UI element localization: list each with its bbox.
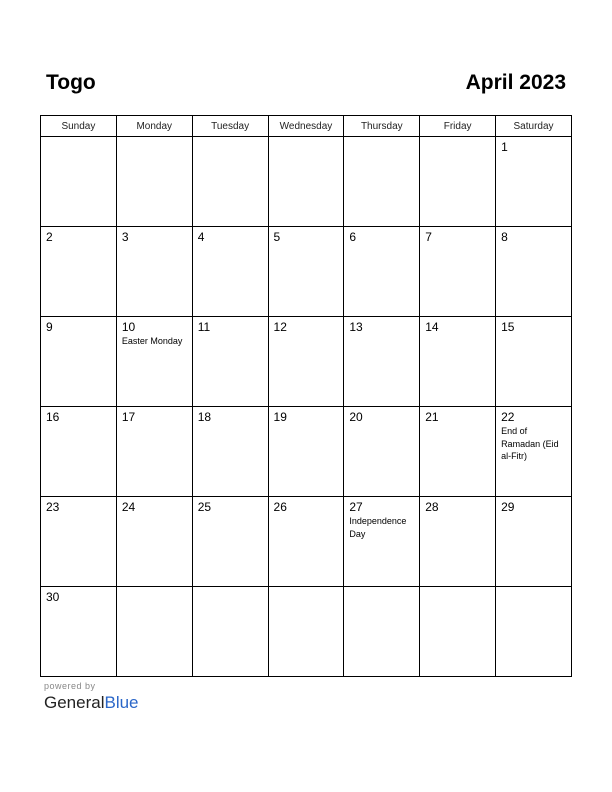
day-number: 11 [197,320,211,334]
day-cell [496,587,572,677]
day-cell [116,227,192,317]
day-cell [41,587,117,677]
day-cell [344,497,420,587]
day-cell [116,407,192,497]
week-row [41,497,572,587]
day-number: 10 [121,320,136,334]
weekday-header: Tuesday [192,116,268,137]
day-cell [116,317,192,407]
day-number: 24 [121,500,136,514]
month-year-title: April 2023 [465,71,566,94]
day-number: 12 [273,320,287,334]
holiday-label: Independence Day [349,516,407,539]
day-cell [496,497,572,587]
day-number: 27 [349,500,363,514]
week-row [41,317,572,407]
brand-part-blue: Blue [104,693,139,712]
day-cell [268,227,344,317]
brand-logo[interactable] [44,693,139,713]
day-cell [344,407,420,497]
day-number: 30 [46,590,60,604]
holiday-label: Easter Monday [121,336,183,346]
day-number: 7 [425,230,432,244]
country-title: Togo [46,71,96,94]
day-cell [41,317,117,407]
day-number: 18 [197,410,212,424]
weekday-header: Wednesday [268,116,344,137]
day-number: 29 [501,500,515,514]
day-cell [41,137,117,227]
day-cell [344,317,420,407]
weekday-header: Saturday [496,116,572,137]
day-number: 16 [46,410,60,424]
holiday-label: End of Ramadan (Eid al-Fitr) [501,426,559,461]
day-cell [496,137,572,227]
day-cell [420,407,496,497]
day-cell [420,137,496,227]
day-cell [116,497,192,587]
day-cell [420,587,496,677]
day-cell [268,407,344,497]
day-number: 25 [197,500,212,514]
weekday-header: Sunday [41,116,117,137]
week-row [41,407,572,497]
powered-by-label: powered by [44,681,96,691]
day-cell [192,227,268,317]
day-cell [192,317,268,407]
day-cell [41,227,117,317]
day-cell [192,497,268,587]
day-cell [496,407,572,497]
week-row [41,137,572,227]
calendar-grid [40,115,572,677]
weekday-header: Friday [420,116,496,137]
weekday-header-row [41,116,572,137]
day-number: 13 [349,320,363,334]
day-number: 4 [197,230,205,244]
day-cell [268,497,344,587]
day-cell [344,587,420,677]
day-number: 23 [46,500,60,514]
weekday-header: Monday [116,116,192,137]
day-cell [268,317,344,407]
week-row [41,587,572,677]
day-number: 15 [501,320,515,334]
day-number: 26 [273,500,287,514]
day-cell [344,227,420,317]
day-number: 3 [121,230,129,244]
day-cell [344,137,420,227]
day-number: 28 [425,500,439,514]
day-cell [420,317,496,407]
day-cell [496,317,572,407]
day-cell [192,587,268,677]
day-cell [116,137,192,227]
day-number: 8 [501,230,508,244]
day-cell [268,587,344,677]
day-number: 5 [273,230,281,244]
day-number: 21 [425,410,439,424]
day-cell [192,137,268,227]
day-number: 1 [501,140,508,154]
day-number: 19 [273,410,287,424]
day-cell [268,137,344,227]
day-cell [420,497,496,587]
day-cell [116,587,192,677]
day-number: 14 [425,320,439,334]
weekday-header: Thursday [344,116,420,137]
day-number: 9 [46,320,53,334]
day-cell [420,227,496,317]
day-cell [496,227,572,317]
day-number: 17 [121,410,136,424]
week-row [41,227,572,317]
day-number: 20 [349,410,363,424]
brand-part-general: General [44,693,105,712]
day-number: 22 [501,410,515,424]
day-cell [41,407,117,497]
day-number: 6 [349,230,357,244]
footer [44,681,139,713]
day-cell [41,497,117,587]
day-number: 2 [46,230,53,244]
day-cell [192,407,268,497]
